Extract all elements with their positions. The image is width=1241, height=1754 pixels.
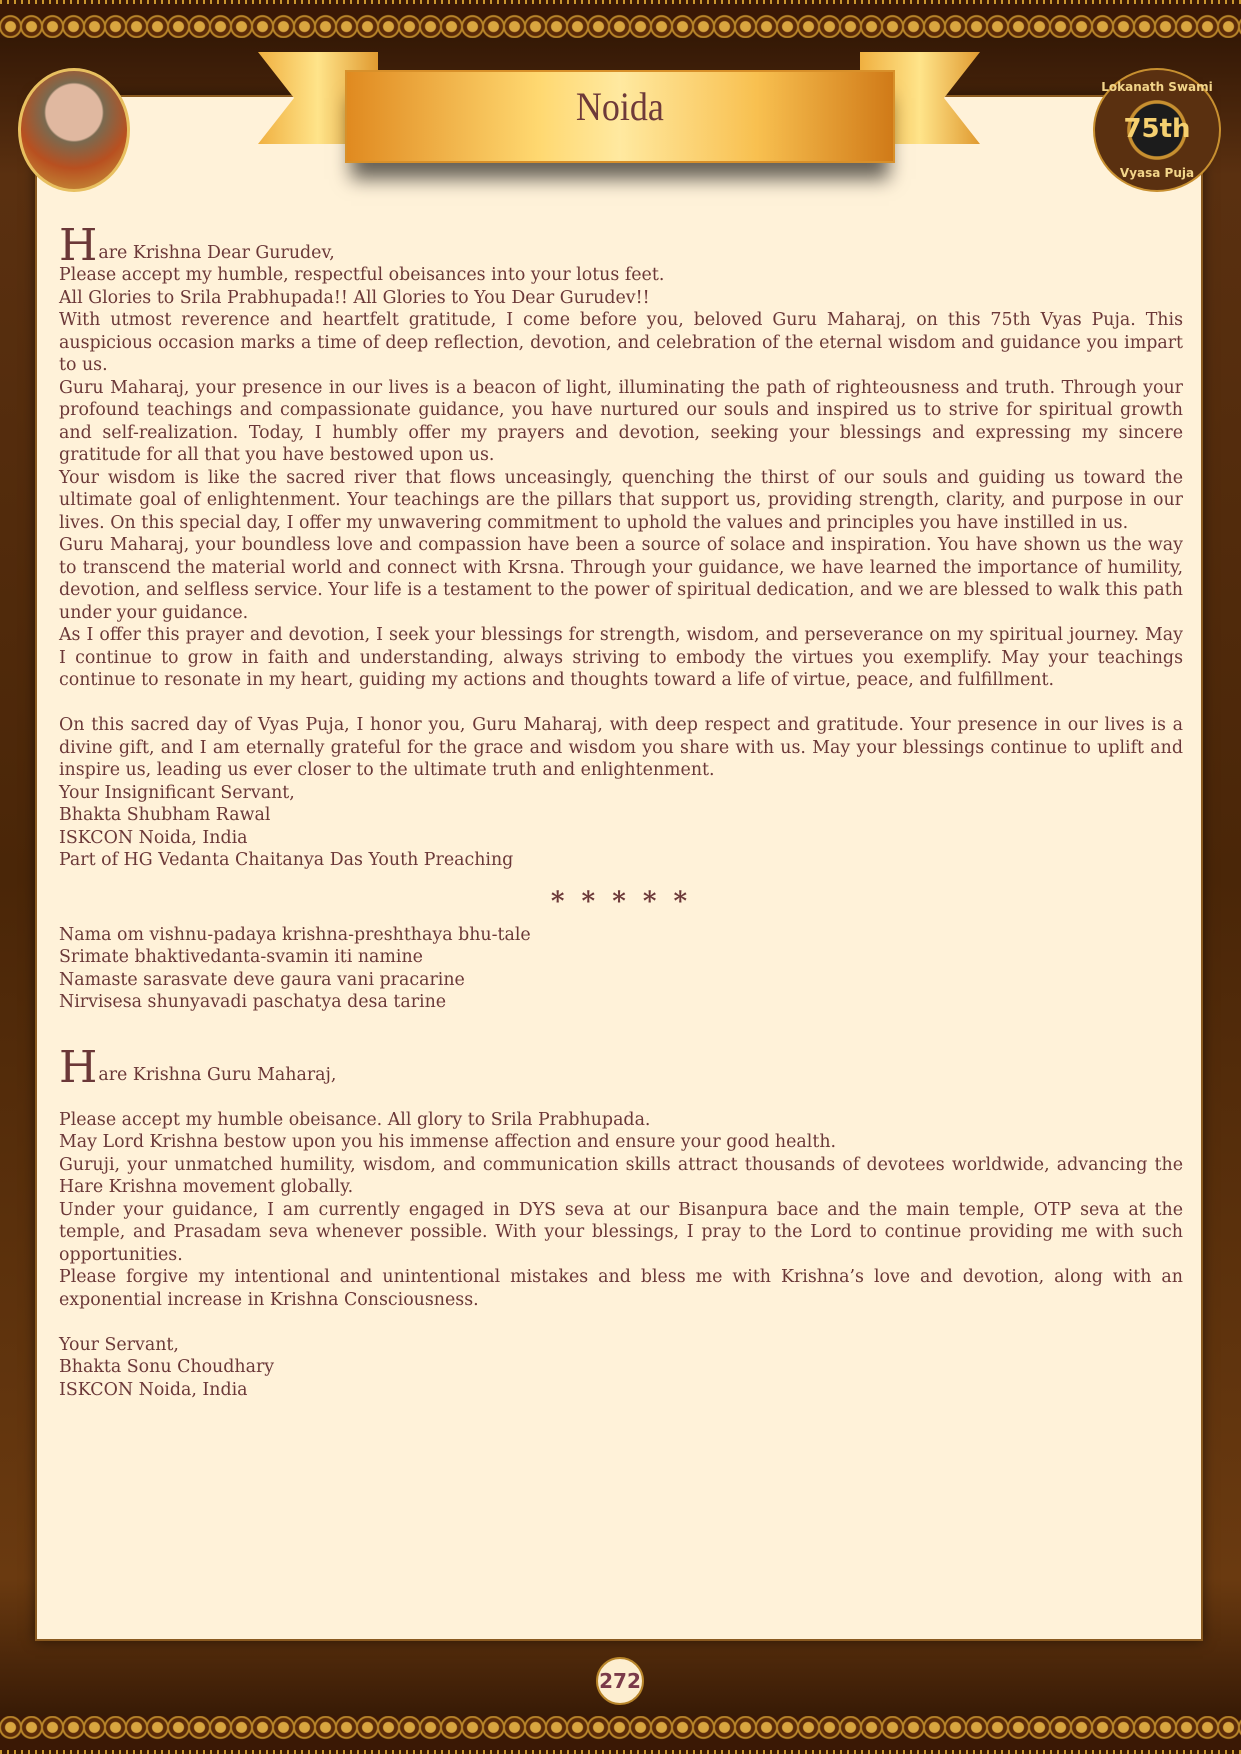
paragraph: Please accept my humble, respectful obeisances into your lotus feet. <box>59 265 665 285</box>
letter2-salutation <box>59 1042 1183 1093</box>
signature-affiliation: Part of HG Vedanta Chaitanya Das Youth Preaching <box>59 850 514 870</box>
paragraph: As I offer this prayer and devotion, I seek your blessings for strength, wisdom, and perseverance on my spiritual journey. May I continue to grow in faith and understanding, always striving to embody the virtues you exemplify. May your teachings continue to resonate in my heart, guiding my actions and thoughts toward a life of virtue, peace, and fulfillment. <box>59 625 1183 690</box>
guru-portrait-avatar <box>18 68 130 192</box>
paragraph: Your wisdom is like the sacred river that flows unceasingly, quenching the thirst of our souls and guiding us toward the ultimate goal of enlightenment. Your teachings are the pillars that support us, providing strength, clarity, and purpose in our lives. On this special day, I offer my unwavering commitment to uphold the values and principles you have instilled in us. <box>59 467 1183 533</box>
vyasa-puja-75th-badge-logo <box>1093 68 1221 192</box>
letter1-salutation <box>59 220 1183 271</box>
signature-line: Your Insignificant Servant, <box>59 782 295 803</box>
salutation-text: are Krishna Guru Maharaj, <box>98 1064 337 1085</box>
signature-location: ISKCON Noida, India <box>59 827 248 848</box>
letters-content <box>59 220 1183 1401</box>
separator-stars: * * * * * <box>550 886 692 917</box>
paragraph: Guru Maharaj, your presence in our lives is a beacon of light, illuminating the path of righteousness and truth. Through your profound teachings and compassionate guidance, you have nurtured our souls and inspired us to strive for spiritual growth and self-realization. Today, I humbly offer my prayers and devotion, seeking your blessings and expressing my sincere gratitude for all that you have bestowed upon us. <box>59 377 1183 465</box>
badge-bottom-text: Vyasa Puja <box>1119 166 1195 180</box>
drop-cap: H <box>59 1042 98 1093</box>
paragraph: May Lord Krishna bestow upon you his immense affection and ensure your good health. <box>59 1132 837 1152</box>
paragraph: All Glories to Srila Prabhupada!! All Glories to You Dear Gurudev!! <box>59 287 650 308</box>
drop-cap: H <box>59 220 98 271</box>
signature-location: ISKCON Noida, India <box>59 1379 248 1400</box>
page-number: 272 <box>596 1657 644 1705</box>
paragraph: With utmost reverence and heartfelt gratitude, I come before you, beloved Guru Maharaj, on this 75th Vyas Puja. This auspicious occasion marks a time of deep reflection, devotion, and celebration of the eternal wisdom and guidance you impart to us. <box>59 310 1183 375</box>
verse-line: Namaste sarasvate deve gaura vani pracarine <box>59 969 465 990</box>
salutation-text: are Krishna Dear Gurudev, <box>98 242 335 263</box>
closing-paragraph: On this sacred day of Vyas Puja, I honor you, Guru Maharaj, with deep respect and gratitude. Your presence in our lives is a divine gift, and I am eternally grateful for the grace and wisdom you share with us. May your blessings continue to uplift and inspire us, leading us ever closer to the ultimate truth and enlightenment. <box>59 715 1183 780</box>
paragraph: Please forgive my intentional and unintentional mistakes and bless me with Krishna’s love and devotion, along with an exponential increase in Krishna Consciousness. <box>59 1267 1183 1310</box>
paragraph: Guruji, your unmatched humility, wisdom, and communication skills attract thousands of devotees worldwide, advancing the Hare Krishna movement globally. <box>59 1154 1183 1197</box>
paragraph: Please accept my humble obeisance. All glory to Srila Prabhupada. <box>59 1109 651 1130</box>
page-title: Noida <box>575 84 664 129</box>
verse-line: Nama om vishnu-padaya krishna-preshthaya bhu-tale <box>59 924 531 945</box>
bottom-ornamental-border <box>0 1716 1241 1754</box>
verse-line: Srimate bhaktivedanta-svamin iti namine <box>59 947 423 967</box>
signature-name: Bhakta Shubham Rawal <box>59 805 271 825</box>
signature-line: Your Servant, <box>59 1334 179 1355</box>
paragraph: Guru Maharaj, your boundless love and compassion have been a source of solace and inspiration. You have shown us the way to transcend the material world and connect with Krsna. Through your guidance, we have learned the importance of humility, devotion, and selfless service. Your life is a testament to the power of spiritual dedication, and we are blessed to walk this path under your guidance. <box>59 535 1183 623</box>
title-ribbon <box>345 70 895 163</box>
badge-top-text: Lokanath Swami <box>1101 80 1213 94</box>
paragraph: Under your guidance, I am currently engaged in DYS seva at our Bisanpura bace and the main temple, OTP seva at the temple, and Prasadam seva whenever possible. With your blessings, I pray to the Lord to continue providing me with such opportunities. <box>59 1199 1183 1265</box>
verse-line: Nirvisesa shunyavadi paschatya desa tarine <box>59 992 447 1012</box>
signature-name: Bhakta Sonu Choudhary <box>59 1357 275 1377</box>
badge-number: 75th <box>1123 114 1191 144</box>
top-ornamental-border <box>0 0 1241 38</box>
